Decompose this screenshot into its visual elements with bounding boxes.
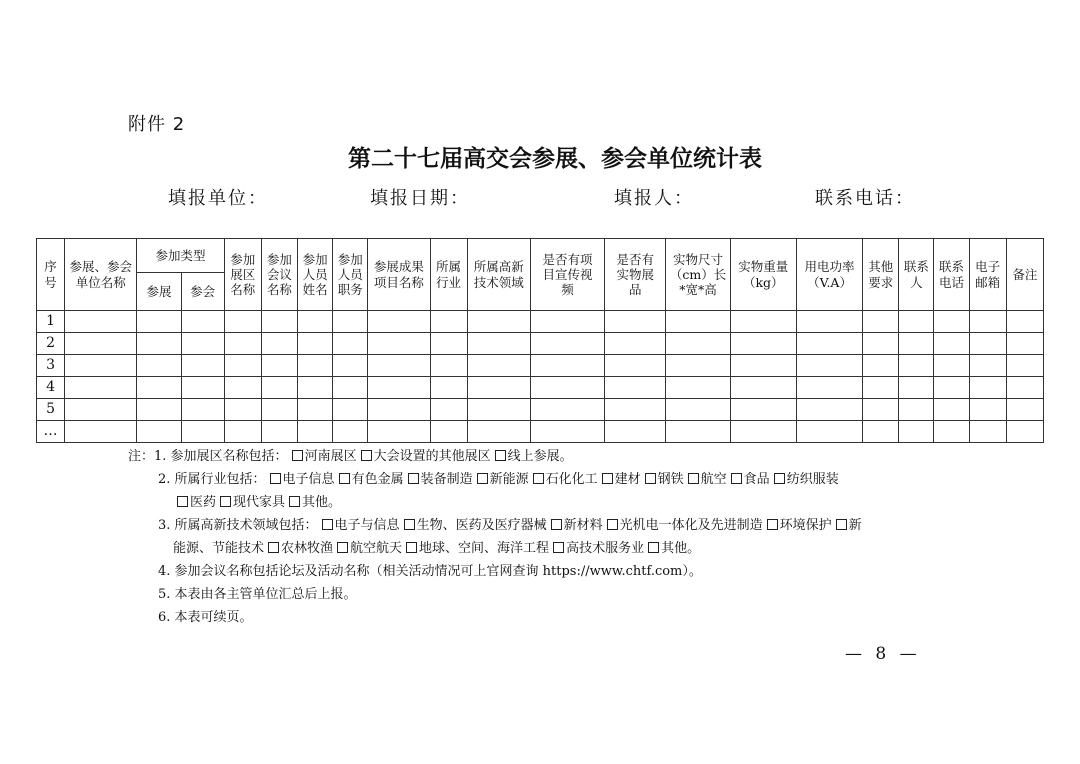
table-cell	[333, 377, 368, 399]
header-remark: 备注	[1006, 239, 1043, 311]
table-cell	[666, 333, 730, 355]
option-label: 环境保护	[779, 518, 832, 533]
checkbox-icon[interactable]	[408, 473, 419, 484]
checkbox-icon[interactable]	[337, 542, 348, 553]
table-cell	[863, 355, 899, 377]
checkbox-icon[interactable]	[767, 519, 778, 530]
table-cell	[796, 311, 862, 333]
option-label: 河南展区	[304, 449, 357, 464]
option-label: 医药	[190, 495, 217, 510]
option-label: 航空航天	[350, 541, 403, 556]
table-cell	[368, 333, 430, 355]
table-cell	[1006, 311, 1043, 333]
table-cell	[298, 377, 333, 399]
header-zone: 参加展区名称	[224, 239, 261, 311]
table-cell	[530, 377, 604, 399]
header-power: 用电功率（V.A）	[796, 239, 862, 311]
table-cell	[530, 333, 604, 355]
note-4: 4. 参加会议名称包括论坛及活动名称（相关活动情况可上官网查询 https://www.chtf.com）。	[158, 564, 702, 579]
header-video: 是否有项目宣传视频	[530, 239, 604, 311]
table-cell	[224, 311, 261, 333]
table-cell	[261, 333, 297, 355]
table-cell	[137, 377, 181, 399]
option-label: 线上参展。	[507, 449, 573, 464]
table-row	[37, 311, 1044, 333]
table-cell	[530, 311, 604, 333]
fill-unit-label: 填报单位：	[168, 188, 268, 209]
table-cell	[430, 311, 467, 333]
table-cell	[467, 377, 530, 399]
option-label: 新材料	[563, 518, 603, 533]
table-cell	[605, 399, 666, 421]
note-2-cont	[128, 491, 862, 514]
page-number: — 8 —	[845, 644, 921, 664]
table-cell	[181, 355, 224, 377]
table-cell	[65, 421, 137, 443]
table-cell	[224, 333, 261, 355]
table-cell	[467, 311, 530, 333]
checkbox-icon[interactable]	[774, 473, 785, 484]
table-cell	[1006, 421, 1043, 443]
table-cell	[1006, 377, 1043, 399]
checkbox-icon[interactable]	[731, 473, 742, 484]
table-cell	[934, 333, 969, 355]
table-cell	[368, 355, 430, 377]
note-2: 2. 所属行业包括： 电子信息 有色金属 装备制造 新能源 石化化工 建材 钢铁 航空 食品 纺织服装	[158, 472, 839, 487]
row-number: 1	[37, 311, 65, 333]
table-cell	[530, 355, 604, 377]
table-cell	[224, 377, 261, 399]
checkbox-icon[interactable]	[553, 542, 564, 553]
row-number: 3	[37, 355, 65, 377]
table-cell	[730, 421, 796, 443]
table-cell	[730, 333, 796, 355]
table-cell	[368, 399, 430, 421]
table-cell	[137, 355, 181, 377]
fill-phone-label: 联系电话：	[815, 188, 915, 209]
table-cell	[863, 421, 899, 443]
table-cell	[137, 311, 181, 333]
table-cell	[65, 355, 137, 377]
table-cell	[298, 421, 333, 443]
statistics-table	[36, 238, 1044, 443]
table-cell	[666, 399, 730, 421]
table-cell	[181, 333, 224, 355]
option-label: 新能源	[489, 472, 529, 487]
table-cell	[467, 355, 530, 377]
table-cell	[181, 311, 224, 333]
table-cell	[333, 421, 368, 443]
table-cell	[796, 333, 862, 355]
checkbox-icon[interactable]	[292, 450, 303, 461]
table-cell	[181, 421, 224, 443]
table-cell	[899, 421, 934, 443]
checkbox-icon[interactable]	[645, 473, 656, 484]
table-cell	[261, 311, 297, 333]
fill-person-label: 填报人：	[614, 188, 694, 209]
table-cell	[934, 399, 969, 421]
table-cell	[863, 377, 899, 399]
table-cell	[261, 355, 297, 377]
table-cell	[796, 377, 862, 399]
header-person-name: 参加人员姓名	[298, 239, 333, 311]
table-cell	[934, 377, 969, 399]
option-label: 食品	[743, 472, 770, 487]
table-row	[37, 421, 1044, 443]
table-cell	[298, 311, 333, 333]
table-cell	[430, 399, 467, 421]
table-cell	[368, 421, 430, 443]
table-cell	[224, 399, 261, 421]
checkbox-icon[interactable]	[533, 473, 544, 484]
table-cell	[65, 333, 137, 355]
row-number: 4	[37, 377, 65, 399]
table-cell	[224, 355, 261, 377]
table-cell	[666, 311, 730, 333]
table-cell	[605, 377, 666, 399]
attachment-label: 附件 2	[128, 114, 186, 135]
table-cell	[430, 377, 467, 399]
table-cell	[899, 399, 934, 421]
header-contact-phone: 联系电话	[934, 239, 969, 311]
table-cell	[666, 377, 730, 399]
header-type-group: 参加类型	[137, 239, 224, 273]
checkbox-icon[interactable]	[607, 519, 618, 530]
checkbox-icon[interactable]	[268, 542, 279, 553]
fill-date-label: 填报日期：	[370, 188, 470, 209]
table-cell	[863, 311, 899, 333]
table-row	[37, 377, 1044, 399]
table-cell	[261, 377, 297, 399]
row-number: …	[37, 421, 65, 443]
table-cell	[333, 399, 368, 421]
table-cell	[605, 421, 666, 443]
checkbox-icon[interactable]	[688, 473, 699, 484]
option-label: 航空	[700, 472, 727, 487]
table-cell	[899, 377, 934, 399]
table-cell	[969, 311, 1006, 333]
table-cell	[730, 311, 796, 333]
table-cell	[65, 399, 137, 421]
table-cell	[934, 311, 969, 333]
table-cell	[298, 333, 333, 355]
option-label: 大会设置的其他展区	[373, 449, 491, 464]
header-other: 其他要求	[863, 239, 899, 311]
header-meeting-name: 参加会议名称	[261, 239, 297, 311]
table-cell	[430, 421, 467, 443]
option-label: 地球、空间、海洋工程	[419, 541, 550, 556]
checkbox-icon[interactable]	[602, 473, 613, 484]
checkbox-icon[interactable]	[477, 473, 488, 484]
header-industry: 所属行业	[430, 239, 467, 311]
checkbox-icon[interactable]	[270, 473, 281, 484]
checkbox-icon[interactable]	[836, 519, 847, 530]
table-cell	[934, 355, 969, 377]
checkbox-icon[interactable]	[495, 450, 506, 461]
checkbox-icon[interactable]	[177, 496, 188, 507]
table-cell	[934, 421, 969, 443]
table-cell	[730, 355, 796, 377]
option-label: 电子与信息	[334, 518, 400, 533]
table-cell	[137, 399, 181, 421]
table-cell	[796, 355, 862, 377]
notes-block	[128, 445, 862, 629]
header-type-meeting: 参会	[181, 273, 224, 311]
note-1: 注：1. 参加展区名称包括： 河南展区 大会设置的其他展区 线上参展。	[128, 449, 573, 464]
checkbox-icon[interactable]	[648, 542, 659, 553]
table-cell	[333, 311, 368, 333]
table-cell	[1006, 399, 1043, 421]
header-project: 参展成果项目名称	[368, 239, 430, 311]
checkbox-icon[interactable]	[322, 519, 333, 530]
table-cell	[430, 355, 467, 377]
table-cell	[368, 377, 430, 399]
table-row	[37, 333, 1044, 355]
option-label: 新	[848, 518, 862, 533]
table-cell	[65, 311, 137, 333]
table-cell	[899, 333, 934, 355]
header-seq: 序号	[37, 239, 65, 311]
table-cell	[969, 399, 1006, 421]
option-label: 生物、医药及医疗器械	[416, 518, 547, 533]
table-cell	[261, 421, 297, 443]
table-cell	[666, 355, 730, 377]
option-label: 现代家具	[233, 495, 286, 510]
table-cell	[730, 377, 796, 399]
table-cell	[137, 421, 181, 443]
table-row	[37, 399, 1044, 421]
option-label: 光机电一体化及先进制造	[619, 518, 763, 533]
note-3-cont: 能源、节能技术 农林牧渔 航空航天 地球、空间、海洋工程 高技术服务业 其他。	[173, 541, 701, 556]
option-label: 其他。	[302, 495, 342, 510]
option-label: 有色金属	[351, 472, 404, 487]
table-cell	[298, 355, 333, 377]
table-cell	[863, 399, 899, 421]
table-cell	[796, 421, 862, 443]
header-person-title: 参加人员职务	[333, 239, 368, 311]
header-physical: 是否有实物展品	[605, 239, 666, 311]
table-cell	[969, 377, 1006, 399]
header-tech-field: 所属高新技术领域	[467, 239, 530, 311]
table-cell	[1006, 333, 1043, 355]
option-label: 农林牧渔	[281, 541, 334, 556]
table-cell	[730, 399, 796, 421]
checkbox-icon[interactable]	[406, 542, 417, 553]
table-cell	[333, 333, 368, 355]
table-cell	[605, 311, 666, 333]
option-label: 石化化工	[545, 472, 598, 487]
checkbox-icon[interactable]	[289, 496, 300, 507]
table-row	[37, 355, 1044, 377]
checkbox-icon[interactable]	[220, 496, 231, 507]
table-cell	[430, 333, 467, 355]
table-cell	[530, 399, 604, 421]
checkbox-icon[interactable]	[339, 473, 350, 484]
option-label: 电子信息	[282, 472, 335, 487]
checkbox-icon[interactable]	[551, 519, 562, 530]
note-5: 5. 本表由各主管单位汇总后上报。	[158, 587, 357, 602]
table-cell	[467, 333, 530, 355]
option-label: 钢铁	[657, 472, 684, 487]
table-cell	[261, 399, 297, 421]
table-cell	[969, 421, 1006, 443]
table-cell	[137, 333, 181, 355]
table-cell	[333, 355, 368, 377]
table-cell	[605, 355, 666, 377]
table-cell	[605, 333, 666, 355]
table-cell	[368, 311, 430, 333]
table-cell	[796, 399, 862, 421]
table-cell	[666, 421, 730, 443]
header-size: 实物尺寸（cm）长*宽*高	[666, 239, 730, 311]
checkbox-icon[interactable]	[404, 519, 415, 530]
option-label: 高技术服务业	[566, 541, 645, 556]
table-cell	[467, 399, 530, 421]
header-type-exhibit: 参展	[137, 273, 181, 311]
table-cell	[224, 421, 261, 443]
row-number: 5	[37, 399, 65, 421]
header-contact: 联系人	[899, 239, 934, 311]
page-title: 第二十七届高交会参展、参会单位统计表	[348, 146, 762, 172]
header-unit-name: 参展、参会单位名称	[65, 239, 137, 311]
table-cell	[181, 399, 224, 421]
note-6: 6. 本表可续页。	[158, 610, 253, 625]
option-label: 其他。	[661, 541, 701, 556]
table-cell	[899, 355, 934, 377]
table-cell	[969, 355, 1006, 377]
table-cell	[969, 333, 1006, 355]
table-cell	[65, 377, 137, 399]
option-label: 纺织服装	[786, 472, 839, 487]
option-label: 建材	[614, 472, 641, 487]
row-number: 2	[37, 333, 65, 355]
header-weight: 实物重量（kg）	[730, 239, 796, 311]
table-cell	[530, 421, 604, 443]
table-cell	[1006, 355, 1043, 377]
header-email: 电子邮箱	[969, 239, 1006, 311]
table-cell	[298, 399, 333, 421]
table-cell	[467, 421, 530, 443]
table-cell	[863, 333, 899, 355]
option-label: 装备制造	[420, 472, 473, 487]
table-cell	[899, 311, 934, 333]
table-cell	[181, 377, 224, 399]
note-3: 3. 所属高新技术领域包括： 电子与信息 生物、医药及医疗器械 新材料 光机电一体化及先进制造 环境保护 新	[158, 518, 862, 533]
checkbox-icon[interactable]	[361, 450, 372, 461]
